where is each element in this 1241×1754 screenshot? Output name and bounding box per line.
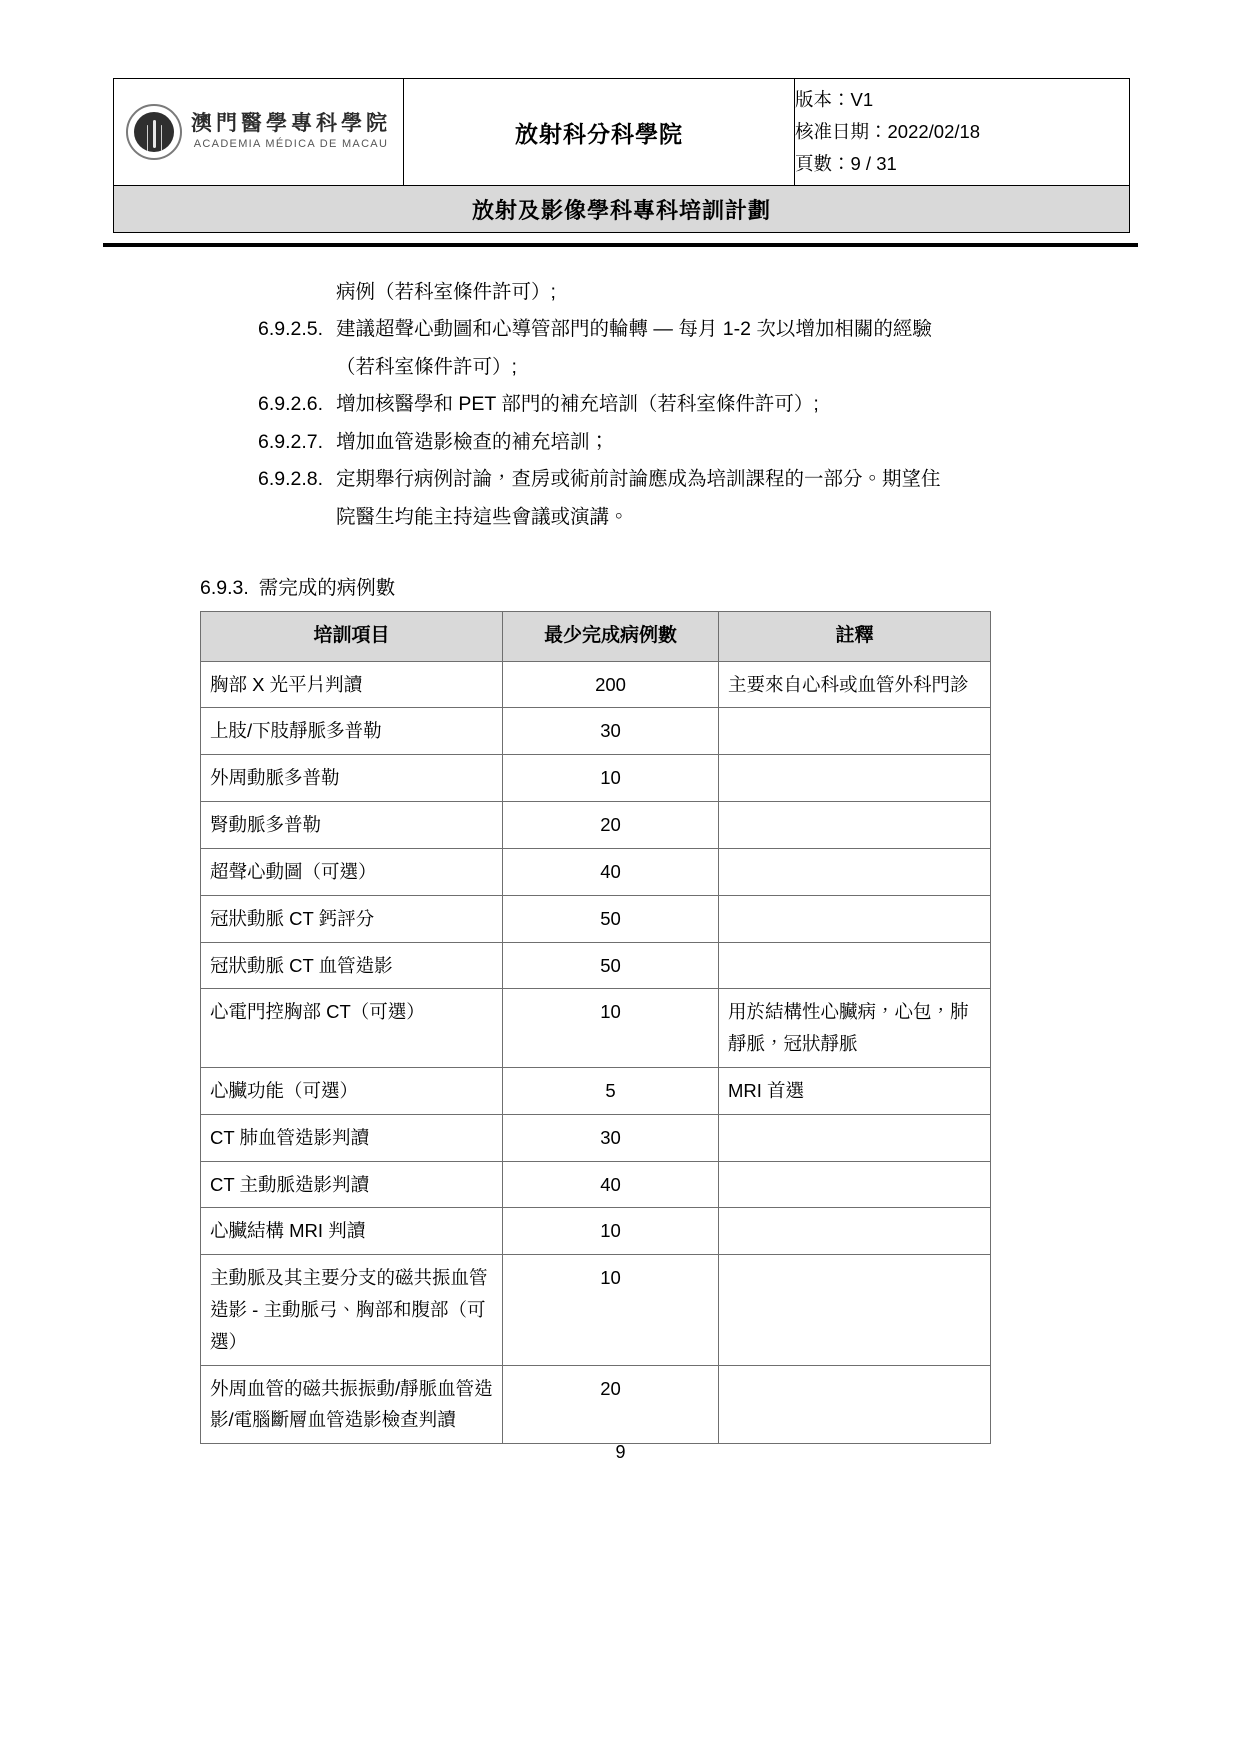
logo-latin-name: ACADEMIA MÉDICA DE MACAU xyxy=(193,138,389,151)
cell-minimum-case-count: 10 xyxy=(503,1255,719,1365)
list-item-number: 6.9.2.7. xyxy=(258,430,324,453)
academy-emblem-icon xyxy=(126,104,182,160)
cell-minimum-case-count: 40 xyxy=(503,848,719,895)
cell-note xyxy=(719,1365,991,1444)
cell-minimum-case-count: 10 xyxy=(503,989,719,1068)
orphan-continuation-line: 病例（若科室條件許可）; xyxy=(336,281,556,303)
cell-note xyxy=(719,1161,991,1208)
cell-training-item: 上肢/下肢靜脈多普勒 xyxy=(201,708,503,755)
table-row xyxy=(201,708,991,755)
section-heading-number: 6.9.3. xyxy=(200,577,249,599)
cell-training-item: 超聲心動圖（可選） xyxy=(201,848,503,895)
cell-training-item: 心臟結構 MRI 判讀 xyxy=(201,1208,503,1255)
table-row xyxy=(201,1208,991,1255)
cell-minimum-case-count: 20 xyxy=(503,1365,719,1444)
table-row xyxy=(201,1161,991,1208)
header-page-count: 頁數：9 / 31 xyxy=(795,152,897,174)
list-item-text: 增加核醫學和 PET 部門的補充培訓（若科室條件許可）; xyxy=(336,393,819,416)
header-logo-cell xyxy=(114,79,404,186)
list-item xyxy=(258,386,1048,423)
logo-chinese-name: 澳門醫學專科學院 xyxy=(191,112,391,136)
cell-minimum-case-count: 5 xyxy=(503,1067,719,1114)
header-version: 版本：V1 xyxy=(795,89,874,111)
cell-note xyxy=(719,755,991,802)
header-banner-title: 放射及影像學科專科培訓計劃 xyxy=(114,186,1130,233)
case-requirements-table xyxy=(200,611,991,1444)
cell-minimum-case-count: 20 xyxy=(503,802,719,849)
cell-training-item: 主動脈及其主要分支的磁共振血管造影 - 主動脈弓、胸部和腹部（可選） xyxy=(201,1255,503,1365)
cell-minimum-case-count: 10 xyxy=(503,1208,719,1255)
institution-logo xyxy=(114,104,403,160)
cell-minimum-case-count: 50 xyxy=(503,942,719,989)
cell-training-item: 冠狀動脈 CT 血管造影 xyxy=(201,942,503,989)
table-row xyxy=(201,989,991,1068)
table-row xyxy=(201,1365,991,1444)
section-heading xyxy=(200,572,395,600)
table-row xyxy=(201,802,991,849)
list-item xyxy=(258,311,1048,348)
table-body xyxy=(201,661,991,1444)
header-row-banner xyxy=(114,186,1130,233)
numbered-list xyxy=(258,274,1048,536)
cell-minimum-case-count: 10 xyxy=(503,755,719,802)
cell-minimum-case-count: 30 xyxy=(503,708,719,755)
table-row xyxy=(201,1114,991,1161)
document-header-table xyxy=(113,78,1130,233)
column-header-item: 培訓項目 xyxy=(201,612,503,662)
cell-training-item: 冠狀動脈 CT 鈣評分 xyxy=(201,895,503,942)
list-item-number: 6.9.2.8. xyxy=(258,468,324,491)
list-item-text: 定期舉行病例討論，查房或術前討論應成為培訓課程的一部分。期望住 xyxy=(336,468,941,491)
header-meta-cell xyxy=(795,79,1130,186)
column-header-count: 最少完成病例數 xyxy=(503,612,719,662)
cell-note: MRI 首選 xyxy=(719,1067,991,1114)
header-divider-rule xyxy=(103,243,1138,247)
cell-note xyxy=(719,942,991,989)
logo-text-block xyxy=(191,113,391,151)
list-item-number: 6.9.2.5. xyxy=(258,318,324,341)
list-item-text: 增加血管造影檢查的補充培訓； xyxy=(336,430,610,453)
table-row xyxy=(201,895,991,942)
table-row xyxy=(201,848,991,895)
list-item-text-continued: 院醫生均能主持這些會議或演講。 xyxy=(336,505,629,528)
list-item xyxy=(258,461,1048,498)
header-row-main xyxy=(114,79,1130,186)
cell-training-item: 外周血管的磁共振振動/靜脈血管造影/電腦斷層血管造影檢查判讀 xyxy=(201,1365,503,1444)
list-item-number: 6.9.2.6. xyxy=(258,393,324,416)
list-item-text: 建議超聲心動圖和心導管部門的輪轉 — 每月 1-2 次以增加相關的經驗 xyxy=(336,318,932,341)
cell-minimum-case-count: 30 xyxy=(503,1114,719,1161)
cell-note xyxy=(719,1255,991,1365)
cell-note xyxy=(719,1114,991,1161)
table-header-row xyxy=(201,612,991,662)
cell-note xyxy=(719,848,991,895)
footer-page-number: 9 xyxy=(615,1442,626,1462)
cell-minimum-case-count: 50 xyxy=(503,895,719,942)
header-approval-date: 核准日期：2022/02/18 xyxy=(795,121,981,143)
table-row xyxy=(201,1255,991,1365)
list-item-text-continued: （若科室條件許可）; xyxy=(336,355,517,378)
cell-training-item: 心電門控胸部 CT（可選） xyxy=(201,989,503,1068)
table-head xyxy=(201,612,991,662)
cell-note: 主要來自心科或血管外科門診 xyxy=(719,661,991,708)
cell-training-item: 胸部 X 光平片判讀 xyxy=(201,661,503,708)
cell-minimum-case-count: 40 xyxy=(503,1161,719,1208)
column-header-note: 註釋 xyxy=(719,612,991,662)
list-item xyxy=(258,424,1048,461)
header-department-title: 放射科分科學院 xyxy=(404,79,795,186)
table-row xyxy=(201,942,991,989)
cell-training-item: CT 肺血管造影判讀 xyxy=(201,1114,503,1161)
cell-note xyxy=(719,1208,991,1255)
cell-note xyxy=(719,708,991,755)
section-heading-title: 需完成的病例數 xyxy=(258,577,396,599)
table-row xyxy=(201,755,991,802)
cell-note: 用於結構性心臟病，心包，肺靜脈，冠狀靜脈 xyxy=(719,989,991,1068)
cell-note xyxy=(719,802,991,849)
cell-training-item: 外周動脈多普勒 xyxy=(201,755,503,802)
table-row xyxy=(201,661,991,708)
cell-note xyxy=(719,895,991,942)
cell-training-item: 心臟功能（可選） xyxy=(201,1067,503,1114)
cell-training-item: CT 主動脈造影判讀 xyxy=(201,1161,503,1208)
table-row xyxy=(201,1067,991,1114)
cell-training-item: 腎動脈多普勒 xyxy=(201,802,503,849)
cell-minimum-case-count: 200 xyxy=(503,661,719,708)
